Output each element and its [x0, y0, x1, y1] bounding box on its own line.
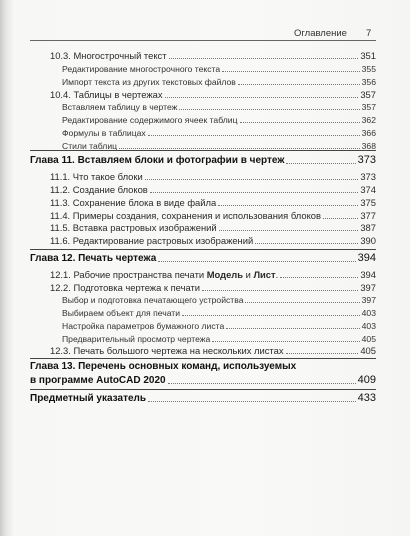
toc-entry-title: 11.5. Вставка растровых изображений	[50, 222, 217, 233]
toc-chapter-title: Глава 11. Вставляем блоки и фотографии в чертеж	[30, 155, 285, 166]
toc-page-number: 403	[361, 308, 376, 318]
toc-chapter-title: Глава 12. Печать чертежа	[30, 253, 157, 264]
running-header-title: Оглавление	[294, 28, 347, 39]
dot-leader	[226, 328, 359, 329]
toc-entry[interactable]	[62, 308, 376, 318]
toc-entry[interactable]	[62, 334, 376, 344]
toc-entry[interactable]	[62, 64, 376, 74]
dot-leader	[222, 71, 360, 72]
toc-entry-title: 12.1. Рабочие пространства печати Модель и Лист.	[50, 269, 279, 280]
chapter-divider	[30, 389, 376, 390]
toc-page-number: 405	[360, 345, 376, 356]
toc-entry-title: 10.3. Многострочный текст	[50, 50, 167, 61]
toc-page-number: 351	[360, 50, 376, 61]
toc-page-number: 373	[360, 171, 376, 182]
dot-leader	[245, 302, 359, 303]
toc-entry-title: Настройка параметров бумажного листа	[62, 321, 225, 331]
dot-leader	[148, 401, 356, 402]
toc-entry-title: Стили таблиц	[62, 141, 118, 151]
toc-chapter-entry[interactable]	[30, 154, 376, 166]
toc-entry-title: 11.4. Примеры создания, сохранения и использования блоков	[50, 210, 321, 221]
toc-page-number: 390	[360, 235, 376, 246]
toc-chapter-title-line2: в программе AutoCAD 2020	[30, 375, 166, 386]
toc-entry-title: 11.2. Создание блоков	[50, 184, 148, 195]
toc-entry-title: Редактирование содержимого ячеек таблиц	[62, 115, 238, 125]
dot-leader	[169, 58, 359, 59]
toc-entry-title: 11.6. Редактирование растровых изображений	[50, 235, 254, 246]
toc-page-number: 433	[357, 392, 376, 404]
toc-chapter-entry[interactable]	[30, 252, 376, 264]
chapter-divider	[30, 358, 376, 359]
toc-chapter-title-line1[interactable]: Глава 13. Перечень основных команд, используемых	[30, 361, 297, 372]
toc-page-number: 405	[361, 334, 376, 344]
dot-leader	[165, 97, 359, 98]
toc-page-number: 397	[360, 282, 376, 293]
dot-leader	[286, 163, 355, 164]
toc-page-number: 394	[360, 269, 376, 280]
header-rule	[30, 40, 376, 41]
toc-page-number: 403	[361, 321, 376, 331]
toc-entry[interactable]	[50, 269, 376, 280]
toc-page-number: 357	[360, 89, 376, 100]
dot-leader	[212, 341, 359, 342]
toc-page-number: 374	[360, 184, 376, 195]
toc-page-number: 387	[360, 222, 376, 233]
toc-entry[interactable]	[50, 197, 376, 208]
toc-entry[interactable]	[62, 115, 376, 125]
chapter-divider	[30, 150, 376, 151]
toc-page-number: 366	[361, 128, 376, 138]
toc-entry-title: Редактирование многострочного текста	[62, 64, 221, 74]
toc-entry[interactable]	[50, 222, 376, 233]
toc-entry[interactable]	[50, 282, 376, 293]
dot-leader	[255, 243, 358, 244]
toc-entry-title: Выбор и подготовка печатающего устройства	[62, 295, 244, 305]
dot-leader	[238, 84, 360, 85]
toc-entry-title: 11.3. Сохранение блока в виде файла	[50, 197, 217, 208]
toc-entry-title: Вставляем таблицу в чертеж	[62, 102, 178, 112]
toc-entry-title: 10.4. Таблицы в чертежах	[50, 89, 163, 100]
toc-entry[interactable]	[50, 184, 376, 195]
dot-leader	[240, 122, 360, 123]
toc-page-number: 409	[357, 374, 376, 386]
dot-leader	[168, 383, 356, 384]
dot-leader	[148, 135, 360, 136]
toc-entry[interactable]	[62, 128, 376, 138]
toc-entry[interactable]	[62, 102, 376, 112]
toc-entry[interactable]	[62, 321, 376, 331]
toc-entry[interactable]	[62, 295, 376, 305]
toc-chapter-title: Предметный указатель	[30, 393, 147, 404]
toc-entry[interactable]	[50, 171, 376, 182]
toc-page-number: 373	[357, 154, 376, 166]
dot-leader	[119, 148, 360, 149]
dot-leader	[158, 261, 355, 262]
dot-leader	[280, 277, 358, 278]
toc-entry-title: 12.3. Печать большого чертежа на нескольких листах	[50, 345, 284, 356]
toc-page-number: 355	[361, 64, 376, 74]
toc-entry-title: 11.1. Что такое блоки	[50, 171, 143, 182]
dot-leader	[286, 353, 359, 354]
toc-entry[interactable]	[50, 89, 376, 100]
toc-entry-title: 12.2. Подготовка чертежа к печати	[50, 282, 201, 293]
toc-page-number: 357	[361, 102, 376, 112]
toc-entry-title: Формулы в таблицах	[62, 128, 146, 138]
toc-entry-title: Выбираем объект для печати	[62, 308, 181, 318]
toc-page-number: 377	[360, 210, 376, 221]
toc-entry[interactable]	[62, 77, 376, 87]
dot-leader	[323, 218, 358, 219]
toc-entry-title: Предварительный просмотр чертежа	[62, 334, 211, 344]
dot-leader	[219, 230, 359, 231]
dot-leader	[145, 179, 359, 180]
toc-page-number: 394	[357, 252, 376, 264]
toc-page-number: 356	[361, 77, 376, 87]
toc-entry[interactable]	[50, 210, 376, 221]
toc-page-number: 397	[361, 295, 376, 305]
dot-leader	[150, 192, 359, 193]
chapter-divider	[30, 249, 376, 250]
running-header	[294, 28, 372, 39]
toc-entry[interactable]	[50, 345, 376, 356]
toc-page-number: 375	[360, 197, 376, 208]
running-header-page-number: 7	[366, 28, 372, 39]
dot-leader	[182, 315, 360, 316]
dot-leader	[202, 290, 358, 291]
toc-entry[interactable]	[50, 50, 376, 61]
toc-page-number: 368	[361, 141, 376, 151]
toc-chapter-entry[interactable]	[30, 374, 376, 386]
toc-page-number: 362	[361, 115, 376, 125]
toc-entry-title: Импорт текста из других текстовых файлов	[62, 77, 236, 87]
toc-entry[interactable]	[50, 235, 376, 246]
dot-leader	[218, 205, 358, 206]
dot-leader	[179, 109, 359, 110]
toc-chapter-entry[interactable]	[30, 392, 376, 404]
